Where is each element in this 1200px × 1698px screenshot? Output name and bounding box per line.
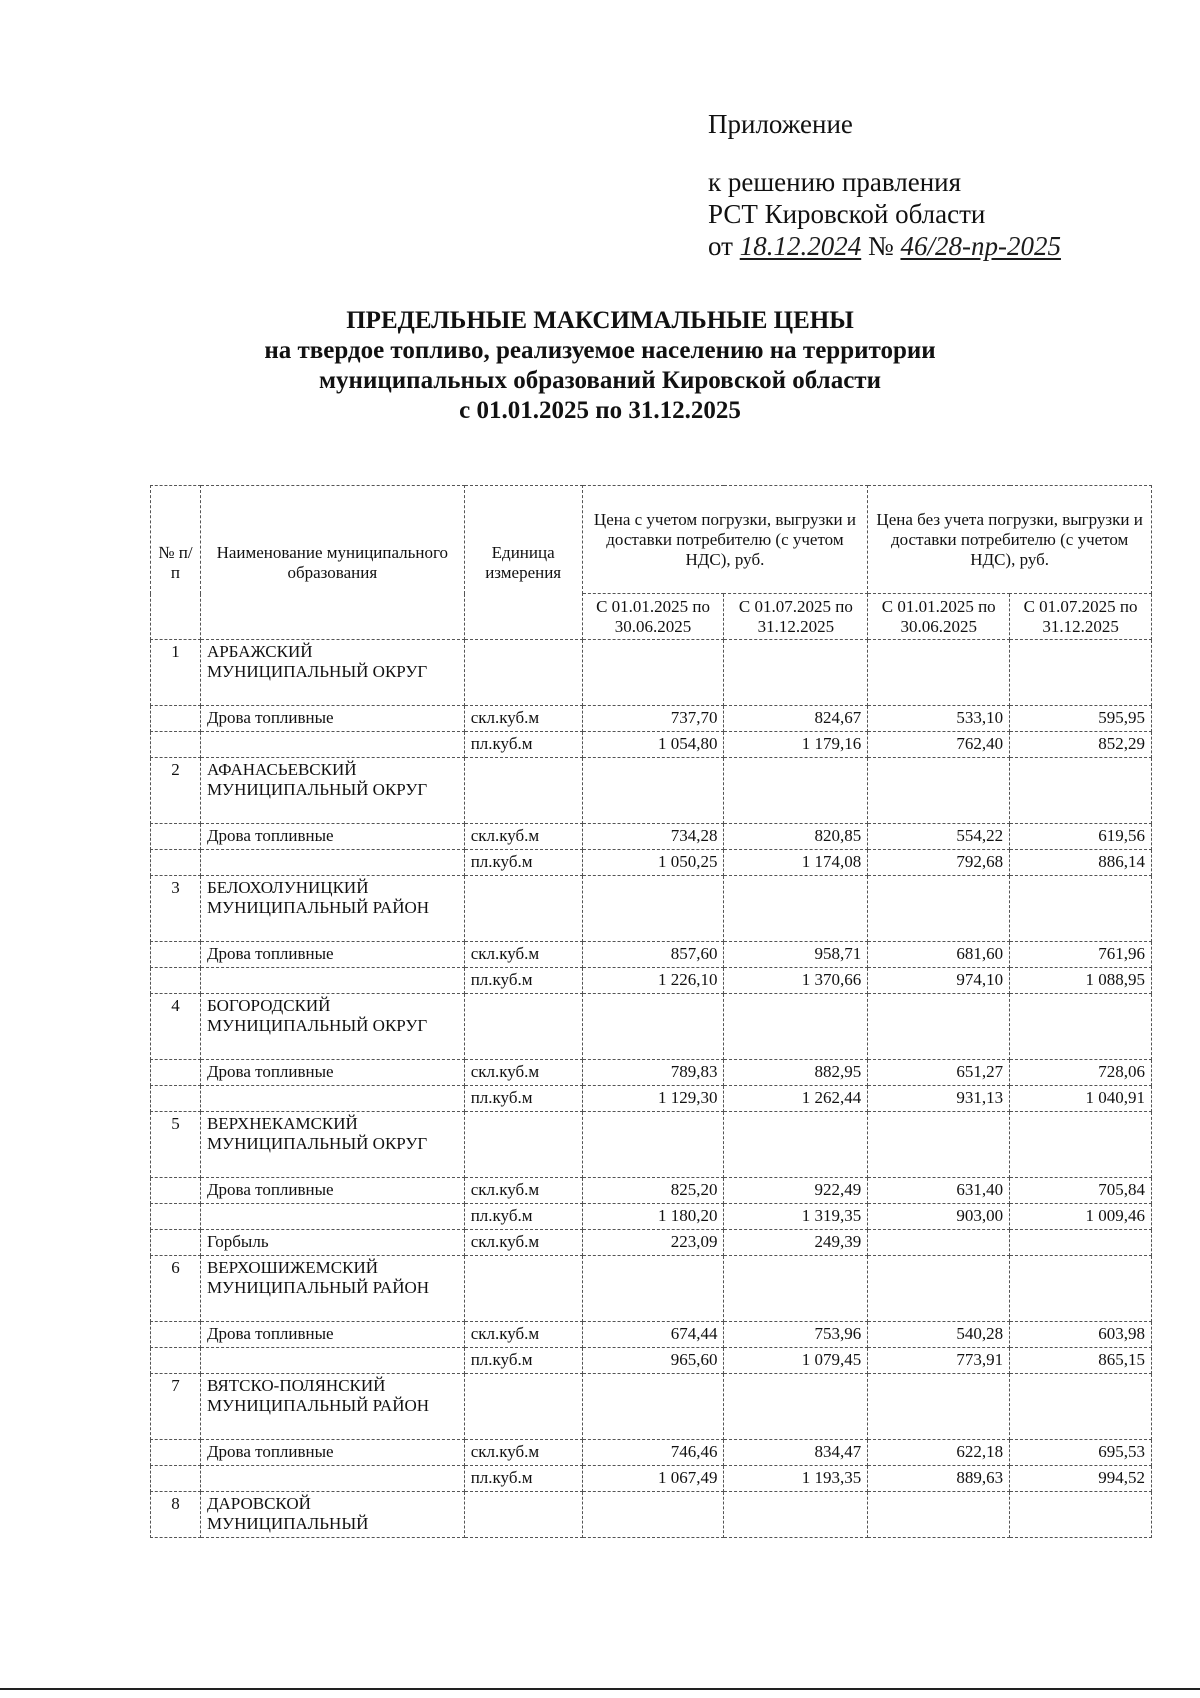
empty-cell bbox=[724, 876, 868, 942]
price-value: 603,98 bbox=[1010, 1322, 1152, 1348]
product-name bbox=[200, 1466, 464, 1492]
empty-cell bbox=[464, 1256, 582, 1322]
heading-line4: с 01.01.2025 по 31.12.2025 bbox=[459, 397, 741, 424]
appendix-line2: РСТ Кировской области bbox=[708, 199, 986, 229]
price-value: 1 174,08 bbox=[724, 850, 868, 876]
unit-name: пл.куб.м bbox=[464, 732, 582, 758]
empty-cell bbox=[868, 1112, 1010, 1178]
row-number: 2 bbox=[151, 758, 201, 824]
from-prefix: от bbox=[708, 231, 733, 261]
price-row bbox=[151, 1230, 1152, 1256]
empty-cell bbox=[1010, 876, 1152, 942]
unit-name: скл.куб.м bbox=[464, 1322, 582, 1348]
price-value: 1 262,44 bbox=[724, 1086, 868, 1112]
header-name: Наименование муниципального образования bbox=[200, 486, 464, 640]
price-row bbox=[151, 1178, 1152, 1204]
price-value: 1 054,80 bbox=[582, 732, 724, 758]
price-row bbox=[151, 942, 1152, 968]
municipality-name: БОГОРОДСКИЙ МУНИЦИПАЛЬНЫЙ ОКРУГ bbox=[200, 994, 464, 1060]
empty-cell bbox=[724, 1492, 868, 1538]
empty-cell bbox=[724, 994, 868, 1060]
price-value: 865,15 bbox=[1010, 1348, 1152, 1374]
municipality-row bbox=[151, 758, 1152, 824]
price-row bbox=[151, 1466, 1152, 1492]
price-row bbox=[151, 1204, 1152, 1230]
price-value: 746,46 bbox=[582, 1440, 724, 1466]
empty-cell bbox=[868, 1374, 1010, 1440]
empty-cell bbox=[151, 706, 201, 732]
price-value bbox=[1010, 1230, 1152, 1256]
price-value: 820,85 bbox=[724, 824, 868, 850]
empty-cell bbox=[464, 876, 582, 942]
empty-cell bbox=[151, 1348, 201, 1374]
price-value: 1 193,35 bbox=[724, 1466, 868, 1492]
empty-cell bbox=[724, 758, 868, 824]
municipality-name: ВЕРХОШИЖЕМСКИЙ МУНИЦИПАЛЬНЫЙ РАЙОН bbox=[200, 1256, 464, 1322]
row-number: 7 bbox=[151, 1374, 201, 1440]
empty-cell bbox=[151, 824, 201, 850]
price-value: 533,10 bbox=[868, 706, 1010, 732]
price-value: 622,18 bbox=[868, 1440, 1010, 1466]
empty-cell bbox=[464, 758, 582, 824]
empty-cell bbox=[724, 1256, 868, 1322]
price-row bbox=[151, 1086, 1152, 1112]
header-period-1: С 01.01.2025 по 30.06.2025 bbox=[582, 594, 724, 640]
price-value: 1 067,49 bbox=[582, 1466, 724, 1492]
product-name bbox=[200, 732, 464, 758]
price-value: 674,44 bbox=[582, 1322, 724, 1348]
price-value: 631,40 bbox=[868, 1178, 1010, 1204]
product-name: Дрова топливные bbox=[200, 1322, 464, 1348]
price-row bbox=[151, 1322, 1152, 1348]
header-with-delivery: Цена с учетом погрузки, выгрузки и доставки потребителю (с учетом НДС), руб. bbox=[582, 486, 868, 594]
empty-cell bbox=[724, 1112, 868, 1178]
price-value: 695,53 bbox=[1010, 1440, 1152, 1466]
price-value: 789,83 bbox=[582, 1060, 724, 1086]
municipality-name: АФАНАСЬЕВСКИЙ МУНИЦИПАЛЬНЫЙ ОКРУГ bbox=[200, 758, 464, 824]
price-value: 705,84 bbox=[1010, 1178, 1152, 1204]
unit-name: пл.куб.м bbox=[464, 1466, 582, 1492]
price-value: 974,10 bbox=[868, 968, 1010, 994]
price-value: 249,39 bbox=[724, 1230, 868, 1256]
empty-cell bbox=[151, 1440, 201, 1466]
price-value: 737,70 bbox=[582, 706, 724, 732]
price-value: 931,13 bbox=[868, 1086, 1010, 1112]
heading-line3: муниципальных образований Кировской области bbox=[319, 367, 881, 394]
empty-cell bbox=[464, 994, 582, 1060]
header-period-2: С 01.07.2025 по 31.12.2025 bbox=[724, 594, 868, 640]
product-name: Горбыль bbox=[200, 1230, 464, 1256]
decision-date: 18.12.2024 bbox=[739, 231, 862, 261]
unit-name: пл.куб.м bbox=[464, 850, 582, 876]
price-value: 824,67 bbox=[724, 706, 868, 732]
product-name bbox=[200, 1204, 464, 1230]
price-value bbox=[868, 1230, 1010, 1256]
product-name bbox=[200, 1348, 464, 1374]
price-value: 903,00 bbox=[868, 1204, 1010, 1230]
empty-cell bbox=[1010, 1492, 1152, 1538]
empty-cell bbox=[151, 1204, 201, 1230]
price-value: 852,29 bbox=[1010, 732, 1152, 758]
price-value: 761,96 bbox=[1010, 942, 1152, 968]
price-value: 1 079,45 bbox=[724, 1348, 868, 1374]
price-row bbox=[151, 1440, 1152, 1466]
municipality-row bbox=[151, 1492, 1152, 1538]
row-number: 4 bbox=[151, 994, 201, 1060]
price-value: 773,91 bbox=[868, 1348, 1010, 1374]
price-row bbox=[151, 732, 1152, 758]
municipality-row bbox=[151, 1374, 1152, 1440]
product-name: Дрова топливные bbox=[200, 1060, 464, 1086]
empty-cell bbox=[1010, 1374, 1152, 1440]
price-value: 958,71 bbox=[724, 942, 868, 968]
product-name: Дрова топливные bbox=[200, 1178, 464, 1204]
price-value: 792,68 bbox=[868, 850, 1010, 876]
empty-cell bbox=[151, 942, 201, 968]
empty-cell bbox=[151, 1322, 201, 1348]
empty-cell bbox=[1010, 1112, 1152, 1178]
price-row bbox=[151, 706, 1152, 732]
municipality-row bbox=[151, 1112, 1152, 1178]
price-value: 1 040,91 bbox=[1010, 1086, 1152, 1112]
row-number: 6 bbox=[151, 1256, 201, 1322]
price-value: 965,60 bbox=[582, 1348, 724, 1374]
price-row bbox=[151, 1348, 1152, 1374]
empty-cell bbox=[151, 1466, 201, 1492]
header-period-4: С 01.07.2025 по 31.12.2025 bbox=[1010, 594, 1152, 640]
price-value: 825,20 bbox=[582, 1178, 724, 1204]
price-value: 1 226,10 bbox=[582, 968, 724, 994]
price-row bbox=[151, 968, 1152, 994]
empty-cell bbox=[151, 850, 201, 876]
appendix-gap bbox=[708, 140, 1061, 166]
product-name: Дрова топливные bbox=[200, 1440, 464, 1466]
empty-cell bbox=[582, 1256, 724, 1322]
municipality-name: ДАРОВСКОЙ МУНИЦИПАЛЬНЫЙ bbox=[200, 1492, 464, 1538]
empty-cell bbox=[582, 758, 724, 824]
municipality-row bbox=[151, 876, 1152, 942]
empty-cell bbox=[582, 1112, 724, 1178]
unit-name: пл.куб.м bbox=[464, 968, 582, 994]
empty-cell bbox=[464, 1374, 582, 1440]
row-number: 8 bbox=[151, 1492, 201, 1538]
heading-line1: ПРЕДЕЛЬНЫЕ МАКСИМАЛЬНЫЕ ЦЕНЫ bbox=[346, 307, 854, 334]
empty-cell bbox=[1010, 640, 1152, 706]
price-value: 857,60 bbox=[582, 942, 724, 968]
price-value: 889,63 bbox=[868, 1466, 1010, 1492]
municipality-name: ВЕРХНЕКАМСКИЙ МУНИЦИПАЛЬНЫЙ ОКРУГ bbox=[200, 1112, 464, 1178]
unit-name: скл.куб.м bbox=[464, 1060, 582, 1086]
unit-name: скл.куб.м bbox=[464, 942, 582, 968]
header-without-delivery: Цена без учета погрузки, выгрузки и доставки потребителю (с учетом НДС), руб. bbox=[868, 486, 1152, 594]
empty-cell bbox=[582, 1492, 724, 1538]
appendix-title: Приложение bbox=[708, 109, 853, 139]
empty-cell bbox=[868, 876, 1010, 942]
price-value: 994,52 bbox=[1010, 1466, 1152, 1492]
appendix-date-line bbox=[708, 230, 1061, 262]
unit-name: пл.куб.м bbox=[464, 1348, 582, 1374]
empty-cell bbox=[582, 994, 724, 1060]
empty-cell bbox=[868, 640, 1010, 706]
header-num: № п/п bbox=[151, 486, 201, 640]
municipality-name: ВЯТСКО-ПОЛЯНСКИЙ МУНИЦИПАЛЬНЫЙ РАЙОН bbox=[200, 1374, 464, 1440]
empty-cell bbox=[724, 640, 868, 706]
number-prefix: № bbox=[867, 231, 894, 261]
price-value: 753,96 bbox=[724, 1322, 868, 1348]
appendix-block bbox=[708, 108, 1061, 262]
price-row bbox=[151, 850, 1152, 876]
empty-cell bbox=[151, 968, 201, 994]
municipality-row bbox=[151, 994, 1152, 1060]
unit-name: скл.куб.м bbox=[464, 824, 582, 850]
price-value: 681,60 bbox=[868, 942, 1010, 968]
municipality-name: БЕЛОХОЛУНИЦКИЙ МУНИЦИПАЛЬНЫЙ РАЙОН bbox=[200, 876, 464, 942]
empty-cell bbox=[868, 758, 1010, 824]
product-name bbox=[200, 1086, 464, 1112]
empty-cell bbox=[582, 1374, 724, 1440]
product-name: Дрова топливные bbox=[200, 942, 464, 968]
empty-cell bbox=[868, 1492, 1010, 1538]
price-value: 762,40 bbox=[868, 732, 1010, 758]
unit-name: скл.куб.м bbox=[464, 706, 582, 732]
price-value: 1 180,20 bbox=[582, 1204, 724, 1230]
price-value: 882,95 bbox=[724, 1060, 868, 1086]
price-value: 554,22 bbox=[868, 824, 1010, 850]
empty-cell bbox=[724, 1374, 868, 1440]
row-number: 1 bbox=[151, 640, 201, 706]
municipality-row bbox=[151, 1256, 1152, 1322]
price-value: 1 009,46 bbox=[1010, 1204, 1152, 1230]
unit-name: скл.куб.м bbox=[464, 1440, 582, 1466]
empty-cell bbox=[151, 1178, 201, 1204]
empty-cell bbox=[1010, 994, 1152, 1060]
price-value: 540,28 bbox=[868, 1322, 1010, 1348]
product-name: Дрова топливные bbox=[200, 824, 464, 850]
document-heading bbox=[0, 306, 1200, 426]
empty-cell bbox=[1010, 1256, 1152, 1322]
row-number: 3 bbox=[151, 876, 201, 942]
price-value: 1 179,16 bbox=[724, 732, 868, 758]
municipality-name: АРБАЖСКИЙ МУНИЦИПАЛЬНЫЙ ОКРУГ bbox=[200, 640, 464, 706]
page-bottom-rule bbox=[0, 1688, 1200, 1690]
unit-name: скл.куб.м bbox=[464, 1230, 582, 1256]
product-name: Дрова топливные bbox=[200, 706, 464, 732]
empty-cell bbox=[868, 994, 1010, 1060]
unit-name: пл.куб.м bbox=[464, 1086, 582, 1112]
empty-cell bbox=[151, 732, 201, 758]
price-value: 1 088,95 bbox=[1010, 968, 1152, 994]
appendix-line1: к решению правления bbox=[708, 167, 962, 197]
empty-cell bbox=[868, 1256, 1010, 1322]
empty-cell bbox=[464, 1112, 582, 1178]
unit-name: скл.куб.м bbox=[464, 1178, 582, 1204]
price-value: 651,27 bbox=[868, 1060, 1010, 1086]
empty-cell bbox=[582, 876, 724, 942]
price-row bbox=[151, 824, 1152, 850]
empty-cell bbox=[464, 1492, 582, 1538]
row-number: 5 bbox=[151, 1112, 201, 1178]
empty-cell bbox=[151, 1230, 201, 1256]
price-value: 1 050,25 bbox=[582, 850, 724, 876]
municipality-row bbox=[151, 640, 1152, 706]
product-name bbox=[200, 968, 464, 994]
header-period-3: С 01.01.2025 по 30.06.2025 bbox=[868, 594, 1010, 640]
price-value: 595,95 bbox=[1010, 706, 1152, 732]
price-table-body bbox=[151, 640, 1152, 1538]
empty-cell bbox=[464, 640, 582, 706]
product-name bbox=[200, 850, 464, 876]
price-value: 922,49 bbox=[724, 1178, 868, 1204]
price-value: 1 319,35 bbox=[724, 1204, 868, 1230]
empty-cell bbox=[1010, 758, 1152, 824]
price-value: 728,06 bbox=[1010, 1060, 1152, 1086]
price-value: 223,09 bbox=[582, 1230, 724, 1256]
empty-cell bbox=[151, 1060, 201, 1086]
empty-cell bbox=[151, 1086, 201, 1112]
price-value: 1 129,30 bbox=[582, 1086, 724, 1112]
price-table bbox=[150, 485, 1152, 1538]
heading-line2: на твердое топливо, реализуемое населению на территории bbox=[264, 337, 936, 364]
price-row bbox=[151, 1060, 1152, 1086]
empty-cell bbox=[582, 640, 724, 706]
price-value: 834,47 bbox=[724, 1440, 868, 1466]
price-value: 1 370,66 bbox=[724, 968, 868, 994]
decision-number: 46/28-пр-2025 bbox=[900, 231, 1061, 261]
unit-name: пл.куб.м bbox=[464, 1204, 582, 1230]
price-value: 734,28 bbox=[582, 824, 724, 850]
price-value: 886,14 bbox=[1010, 850, 1152, 876]
price-value: 619,56 bbox=[1010, 824, 1152, 850]
header-unit: Единица измерения bbox=[464, 486, 582, 640]
